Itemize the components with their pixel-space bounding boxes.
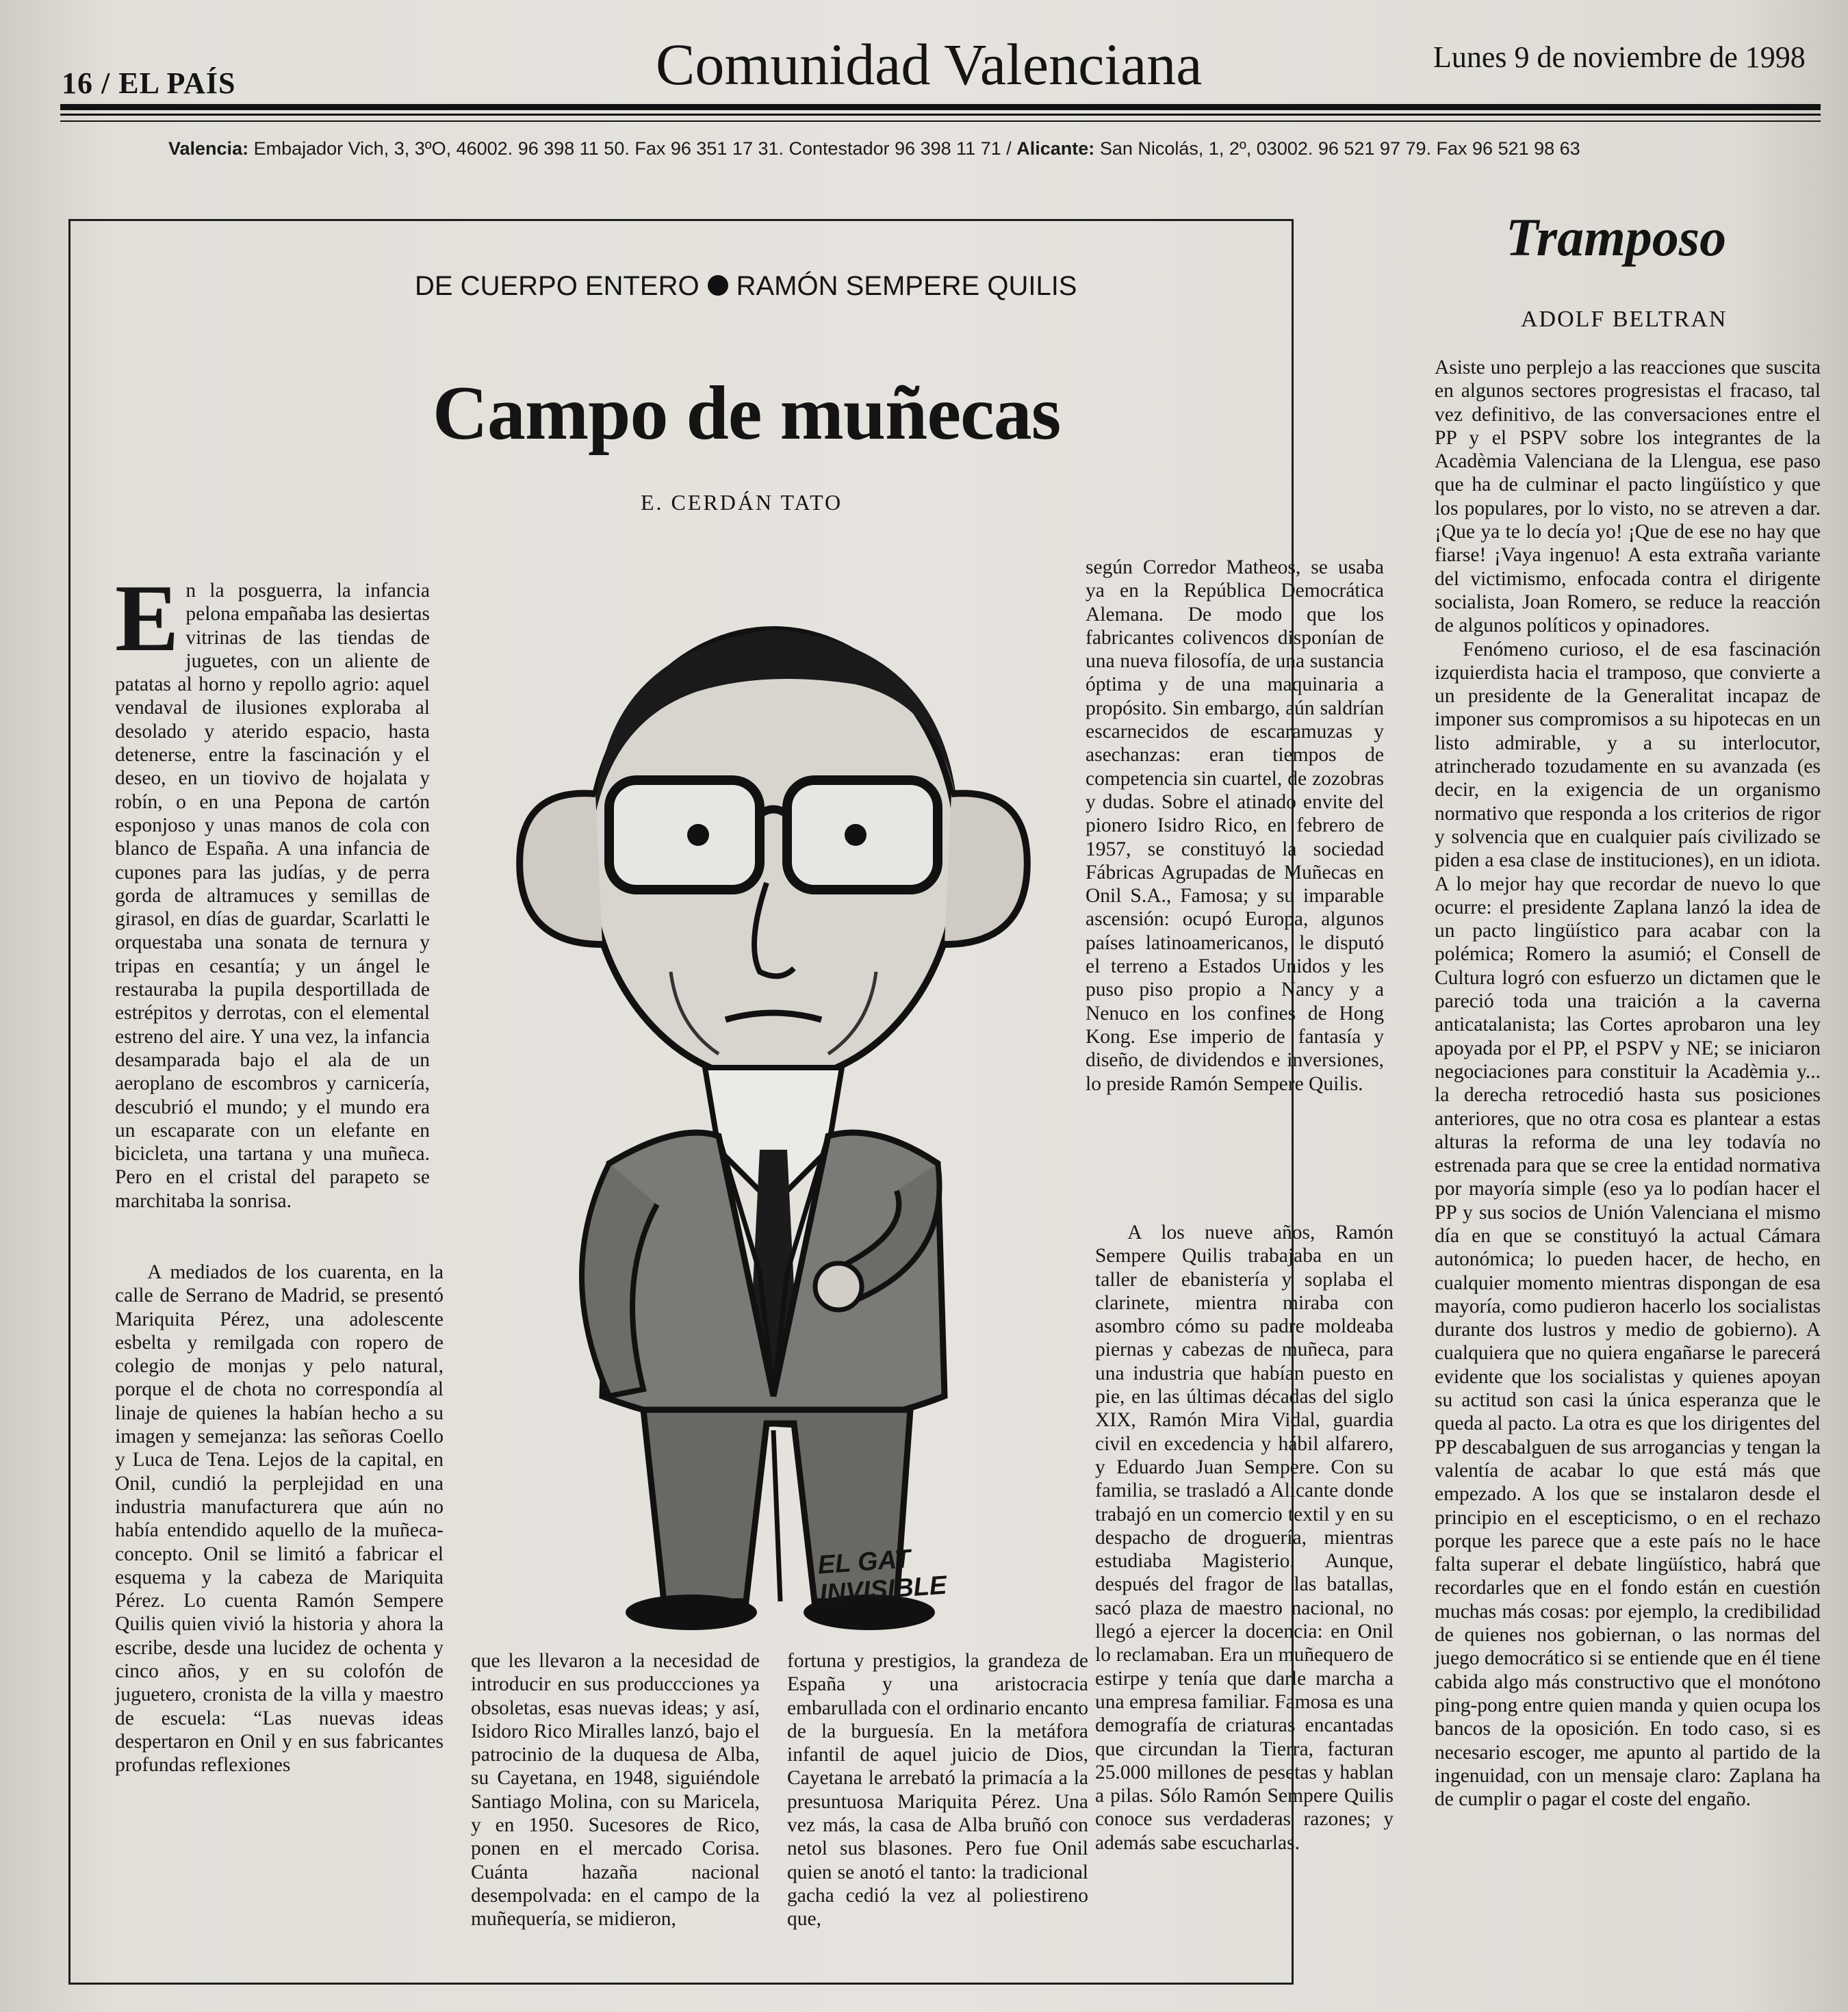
page-number: 16 / EL PAÍS: [62, 66, 236, 100]
article-paragraph: que les llevaron a la necesidad de introducir en sus produccciones ya obsoletas, esas nuevas ideas; y así, Isidoro Rico Miralles lanzó, bajo el patrocinio de la duquesa de Alba, su Cayetana, en 1948, siguiéndole Santiago Molina, con su Maricela, y en 1950. Sucesores de Rico, ponen en el mercado Corisa. Cuánta hazaña nacional desempolvada: en el campo de la muñequería, se midieron,: [471, 1650, 760, 1931]
article-paragraph: A mediados de los cuarenta, en la calle de Serrano de Madrid, se presentó Mariquita Pérez, una adolescente esbelta y remilgada con ropero de colegio de monjas y pelo natural, porque el de chota no correspondía al linaje de quienes la habían hecho a su imagen y semejanza: las señoras Coello y Luca de Tena. Lejos de la capital, en Onil, cundió la perplejidad en una industria manufacturera que aún no había entendido aquello de la muñeca-concepto. Onil se limitó a fabricar el esquema y la cabeza de Mariquita Pérez. Lo cuenta Ramón Sempere Quilis quien vivió la historia y ahora la escribe, desde una lucidez de ochenta y cinco años, y en su colofón de juguetero, cronista de la villa y maestro de escuela: “Las nuevas ideas despertaron en Onil y en sus fabricantes profundas reflexiones: [115, 1261, 444, 1777]
opinion-byline: ADOLF BELTRAN: [1521, 307, 1728, 332]
masthead-rule-thin-lower: [60, 120, 1821, 122]
article-column-3: [787, 1649, 1088, 1931]
caricature-illustration: [472, 589, 1061, 1642]
kicker-series: DE CUERPO ENTERO: [415, 271, 700, 301]
issue-date: Lunes 9 de noviembre de 1998: [1433, 40, 1806, 74]
opinion-paragraph: Asiste uno perplejo a las reacciones que suscita en algunos sectores progresistas el fracaso, tal vez definitivo, de las conversaciones entre el PP y el PSPV sobre los integrantes de la Acadèmia Valenciana de la Llengua, ese paso que ha de culminar el pacto lingüístico y que los populares, por lo visto, no se atreven a dar. ¡Que ya te lo decía yo! ¡Que de ese no hay que fiarse! ¡Vaya ingenuo! A esta extraña variante del victimismo, enfocada contra el dirigente socialista, Joan Romero, se reduce la reacción de algunos políticos y opinadores.: [1435, 357, 1821, 637]
valencia-label: Valencia:: [168, 138, 249, 159]
article-column-1-lower: [115, 1261, 444, 1777]
kicker-subject: RAMÓN SEMPERE QUILIS: [736, 271, 1077, 301]
alicante-address: San Nicolás, 1, 2º, 03002. 96 521 97 79. Fax 96 521 98 63: [1099, 138, 1580, 159]
valencia-address: Embajador Vich, 3, 3ºO, 46002. 96 398 11 50. Fax 96 351 17 31. Contestador 96 398 11 71 /: [253, 138, 1012, 159]
article-column-2: [471, 1649, 760, 1931]
article-paragraph: A los nueve años, Ramón Sempere Quilis trabajaba en un taller de ebanistería y soplaba el clarinete, mientra miraba con asombro cómo su padre moldeaba piernas y cabezas de muñeca, para una industria que habían puesto en pie, en las últimas décadas del siglo XIX, Ramón Mira Vidal, guardia civil en excedencia y hábil alfarero, y Eduardo Juan Sempere. Con su familia, se trasladó a Alicante donde trabajó en un comercio textil y en su despacho de droguería, mientras estudiaba Magisterio. Aunque, después del fragor de las batallas, sacó plaza de maestro nacional, no llegó a ejercer la docencia: en Onil lo reclamaban. Era un muñequero de estirpe y tenía que darle marcha a una empresa familiar. Famosa es una demografía de criaturas encantadas que circundan la Tierra, facturan 25.000 millones de pesetas y hablan a pilas. Sólo Ramón Sempere Quilis conoce sus verdaderas razones; y además sabe escucharlas.: [1095, 1222, 1394, 1854]
article-column-4-lower: [1095, 1221, 1394, 1855]
bullet-icon: [708, 275, 728, 296]
article-byline: E. CERDÁN TATO: [641, 490, 843, 515]
illustrator-signature: EL GAT INVISIBLE: [817, 1545, 948, 1609]
article-paragraph: según Corredor Matheos, se usaba ya en la República Democrática Alemana. De modo que los fabricantes colivencos disponían de una nueva filosofía, de una sustancia óptima y de una maquinaria a propósito. Sin embargo, aún saldrían escarnecidos de escaramuzas y asechanzas: eran tiempos de competencia sin cuartel, de zozobras y dudas. Sobre el atinado envite del pionero Isidro Rico, en febrero de 1957, se constituyó la sociedad Fábricas Agrupadas de Muñecas en Onil S.A., Famosa; y su imparable ascensión: ocupó Europa, algunos países latinoamericanos, le disputó el terreno a Estados Unidos y les puso piso propio a Nancy y a Nenuco en los confines de Hong Kong. Ese imperio de fantasía y diseño, de dividendos e inversiones, lo preside Ramón Sempere Quilis.: [1086, 556, 1384, 1095]
article-headline: Campo de muñecas: [433, 371, 1061, 456]
opinion-column: [1435, 356, 1821, 1811]
article-paragraph: fortuna y prestigios, la grandeza de España y una aristocracia embarullada con el ordinario encanto de la burguesía. En la metáfora infantil de aquel juicio de Dios, Cayetana le arrebató la primacía a la presuntuosa Mariquita Pérez. Una vez más, la casa de Alba bruñó con netol sus blasones. Pero fue Onil quien se anotó el tanto: la tradicional gacha cedió la vez al poliestireno que,: [787, 1650, 1088, 1931]
opinion-title: Tramposo: [1506, 207, 1727, 267]
article-column-1: [115, 565, 430, 1213]
section-title: Comunidad Valenciana: [656, 31, 1203, 97]
article-kicker: [415, 271, 1077, 302]
contact-line: [168, 138, 1811, 159]
article-column-4: [1086, 556, 1384, 1096]
alicante-label: Alicante:: [1016, 138, 1095, 159]
drop-cap: E: [115, 565, 179, 671]
opinion-paragraph: Fenómeno curioso, el de esa fascinación izquierdista hacia el tramposo, que convierte a un presidente de la Generalitat incapaz de imponer sus compromisos a su hipotecas en un listo admirable, y a su interlocutor, atrincherado tozudamente en su avanzada (es decir, en la exigencia de un organismo normativo que responda a los criterios de rigor y solvencia que en cualquier país civilizado se piden a esa clase de instituciones), en un idiota. A lo mejor hay que recordar de nuevo lo que ocurre: el presidente Zaplana lanzó la idea de un pacto lingüístico para acabar con la polémica; Romero la asumió; el Consell de Cultura logró con esfuerzo un dictamen que le pareció toda una traición a la caverna anticatalanista; las Cortes aprobaron una ley apoyada por el PP, el PSPV y NE; se iniciaron negociaciones para constituir la Acadèmia y... la derecha retrocedió hasta sus posiciones anteriores, que no otra cosa es plantear a estas alturas la reforma de una ley todavía no estrenada para que se cree la entidad normativa por mayoría simple (eso ya lo podían hacer el PP y sus socios de Unión Valenciana el mismo día en que se constituyó la actual Cámara autonómica; lo pueden hacer, de hecho, en cualquier momento mientras dispongan de esa mayoría, como pudieron hacerlo los socialistas durante dos lustros y medio de gobierno). A cualquiera que no quiera engañarse le parecerá evidente que los socialistas y quienes apoyan su actitud son casi la única esperanza que le queda al pacto. La otra es que los dirigentes del PP descabalguen de sus arrogancias y tengan la valentía de acabar lo que está más que empezado. A los que se instalaron desde el principio en el escepticismo, o en el rechazo porque les parece que a este país no le hace falta superar el debate lingüístico, habrá que recordarles que en el fondo están en cuestión muchas más cosas: por ejemplo, la credibilidad de quienes nos gobiernan, o las normas del juego democrático si se entiende que en él tiene cabida algo más constructivo que el monótono ping-pong entre quien manda y quien ocupa los bancos de la oposición. En todo caso, si es necesario escoger, me apunto al partido de la ingenuidad, con un mensaje claro: Zaplana ha de cumplir o pagar el coste del engaño.: [1435, 638, 1821, 1811]
masthead-rule-thin: [60, 114, 1821, 116]
masthead-rule: [60, 104, 1821, 110]
article-paragraph: En la posguerra, la infancia pelona empañaba las desiertas vitrinas de las tiendas de juguetes, con un aliente de patatas al horno y repollo agrio: aquel vendaval de ilusiones exploraba al desolado y aterido espacio, hasta detenerse, entre la fascinación y el deseo, en un tiovivo de hojalata y robín, o en una Pepona de cartón esponjoso y unas manos de cola con blanco de España. A una infancia de cupones para las judías, y de perra gorda de altramuces y semillas de girasol, en días de guardar, Scarlatti le orquestaba una sonata de ternura y tripas en cesantía; y un ángel le restauraba la pupila desportillada de estrépitos y derrotas, con el elemental estreno del aire. Y una vez, la infancia desamparada bajo el ala de un aeroplano de escombros y carnicería, descubrió el mundo; y el mundo era un escaparate con un elefante en bicicleta, una tartana y una muñeca. Pero en el cristal del parapeto se marchitaba la sonrisa.: [115, 565, 430, 1212]
